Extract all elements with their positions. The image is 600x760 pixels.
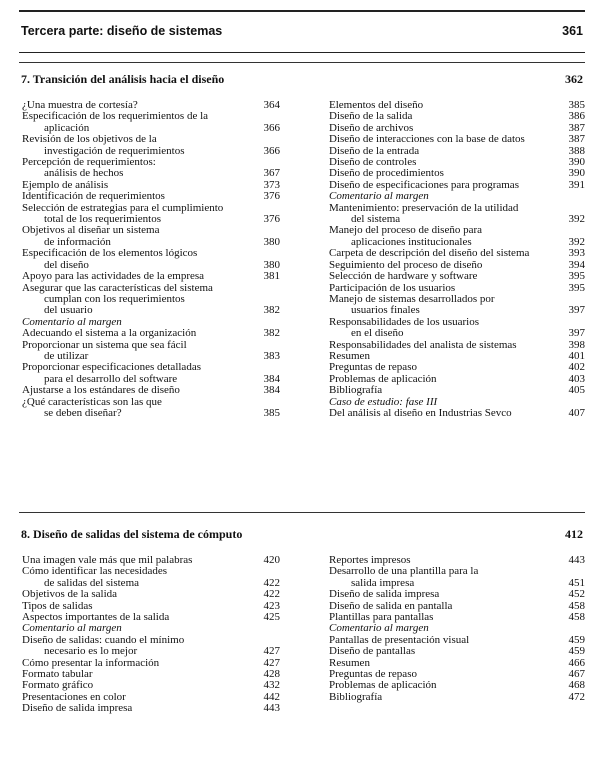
toc-entry-text: del usuario	[44, 304, 93, 317]
toc-entry-text: Comentario al margen	[329, 190, 429, 203]
toc-entry-page: 376	[263, 213, 280, 226]
chapter-7-rule	[19, 62, 585, 63]
toc-entry-text: Tipos de salidas	[22, 599, 93, 612]
toc-entry-page: 451	[568, 576, 585, 589]
toc-entry	[22, 225, 280, 248]
toc-entry	[22, 703, 280, 714]
toc-entry-text: Presentaciones en color	[22, 690, 126, 703]
toc-entry-text: análisis de hechos	[44, 167, 124, 180]
chapter-7-left-column	[22, 100, 280, 419]
toc-entry-page: 367	[263, 167, 280, 180]
toc-entry-page: 395	[568, 270, 585, 283]
toc-entry-text: Resumen	[329, 656, 370, 669]
toc-entry-text: en el diseño	[351, 327, 404, 340]
toc-entry-page: 392	[568, 213, 585, 226]
toc-entry-text: Objetivos al diseñar un sistema	[22, 224, 160, 237]
part-header	[21, 24, 583, 42]
toc-entry-text: se deben diseñar?	[44, 406, 122, 419]
toc-entry-page: 395	[568, 281, 585, 294]
toc-entry-text: Especificación de los requerimientos de la	[22, 110, 209, 123]
toc-entry-text: ¿Una muestra de cortesía?	[22, 99, 138, 111]
toc-entry	[22, 635, 280, 658]
toc-entry-page: 397	[568, 327, 585, 340]
chapter-7-right-column	[329, 100, 585, 419]
toc-entry-page: 458	[568, 599, 585, 612]
chapter-8-left-column	[22, 555, 280, 715]
toc-entry-text: Una imagen vale más que mil palabras	[22, 554, 193, 566]
toc-entry-page: 459	[568, 633, 585, 646]
toc-entry-text: Mantenimiento: preservación de la utilidad	[329, 201, 519, 214]
toc-entry-text: Diseño de la salida	[329, 110, 413, 123]
toc-entry-text: del diseño	[44, 258, 89, 271]
toc-entry-text: ¿Qué características son las que	[22, 395, 162, 408]
toc-entry-page: 380	[263, 258, 280, 271]
toc-entry-text: Problemas de aplicación	[329, 372, 437, 385]
toc-entry-page: 387	[568, 133, 585, 146]
toc-entry-page: 383	[263, 349, 280, 362]
toc-entry-text: Diseño de salida impresa	[329, 588, 440, 601]
toc-entry-page: 390	[568, 167, 585, 180]
toc-entry	[22, 157, 280, 180]
toc-entry-page: 390	[568, 156, 585, 169]
toc-entry	[22, 589, 280, 600]
toc-entry-page: 387	[568, 121, 585, 134]
toc-entry	[329, 225, 585, 248]
toc-entry-page: 420	[263, 554, 280, 566]
toc-entry-text: total de los requerimientos	[44, 213, 161, 226]
toc-entry-text: Ajustarse a los estándares de diseño	[22, 384, 180, 397]
toc-entry-text: Formato gráfico	[22, 679, 94, 692]
toc-entry-page: 422	[263, 576, 280, 589]
toc-entry	[22, 397, 280, 420]
toc-entry-page: 423	[263, 599, 280, 612]
toc-entry-text: Diseño de procedimientos	[329, 167, 444, 180]
toc-entry	[329, 589, 585, 600]
toc-entry-page: 394	[568, 258, 585, 271]
toc-entry-text: de salidas del sistema	[44, 576, 140, 589]
toc-entry-text: aplicaciones institucionales	[351, 235, 472, 248]
toc-entry	[329, 191, 585, 202]
toc-entry-text: Plantillas para pantallas	[329, 611, 434, 624]
toc-entry-text: Revisión de los objetivos de la	[22, 133, 157, 146]
toc-entry-text: Ejemplo de análisis	[22, 178, 109, 191]
toc-entry-text: Formato tabular	[22, 668, 93, 681]
toc-entry-text: Diseño de la entrada	[329, 144, 420, 157]
toc-entry	[22, 271, 280, 282]
toc-entry-page: 427	[263, 645, 280, 658]
toc-entry-page: 398	[568, 338, 585, 351]
chapter-8-page-number: 412	[565, 527, 583, 541]
chapter-7-title: 7. Transición del análisis hacia el diseño	[21, 72, 225, 86]
toc-entry	[329, 566, 585, 589]
toc-entry-text: investigación de requerimientos	[44, 144, 185, 157]
toc-entry-text: Manejo del proceso de diseño para	[329, 224, 483, 237]
toc-entry-text: Diseño de controles	[329, 156, 417, 169]
toc-entry	[22, 248, 280, 271]
toc-entry-text: Carpeta de descripción del diseño del sistema	[329, 247, 530, 260]
toc-entry-text: Problemas de aplicación	[329, 679, 437, 692]
toc-entry-text: Aspectos importantes de la salida	[22, 611, 170, 624]
toc-entry-text: Comentario al margen	[329, 622, 429, 635]
toc-entry-text: Selección de hardware y software	[329, 270, 478, 283]
toc-entry-text: Seguimiento del proceso de diseño	[329, 258, 483, 271]
toc-entry-page: 366	[263, 121, 280, 134]
toc-entry-text: Proporcionar especificaciones detalladas	[22, 361, 201, 374]
toc-entry	[22, 111, 280, 134]
toc-entry-text: Preguntas de repaso	[329, 361, 417, 374]
toc-entry-page: 407	[568, 406, 585, 419]
toc-entry-text: Responsabilidades de los usuarios	[329, 315, 480, 328]
toc-entry-page: 443	[263, 702, 280, 715]
toc-entry-text: Cómo identificar las necesidades	[22, 565, 168, 578]
toc-entry-text: Manejo de sistemas desarrollados por	[329, 292, 495, 305]
chapter-8-right-column	[329, 555, 585, 703]
toc-entry-page: 422	[263, 588, 280, 601]
toc-entry	[22, 385, 280, 396]
toc-entry-text: Comentario al margen	[22, 622, 122, 635]
toc-entry-page: 432	[263, 679, 280, 692]
toc-entry-page: 388	[568, 144, 585, 157]
toc-entry-text: Bibliografía	[329, 384, 383, 397]
toc-entry	[22, 134, 280, 157]
toc-entry-page: 466	[568, 656, 585, 669]
toc-entry-text: Diseño de salida impresa	[22, 702, 133, 715]
toc-entry-page: 385	[263, 406, 280, 419]
toc-entry-page: 380	[263, 235, 280, 248]
toc-entry-page: 397	[568, 304, 585, 317]
toc-entry	[329, 385, 585, 396]
toc-entry-page: 401	[568, 349, 585, 362]
toc-entry-text: Bibliografía	[329, 690, 383, 703]
toc-entry	[329, 646, 585, 657]
toc-entry	[329, 317, 585, 340]
chapter-8-rule	[19, 512, 585, 513]
toc-entry	[329, 134, 585, 145]
toc-entry-page: 452	[568, 588, 585, 601]
toc-entry-page: 366	[263, 144, 280, 157]
toc-entry-page: 402	[568, 361, 585, 374]
toc-entry	[22, 362, 280, 385]
toc-entry-page: 425	[263, 611, 280, 624]
toc-entry-page: 381	[263, 270, 280, 283]
toc-entry-page: 428	[263, 668, 280, 681]
toc-entry-text: Selección de estrategias para el cumplimiento	[22, 201, 224, 214]
toc-entry-page: 458	[568, 611, 585, 624]
toc-entry-text: Comentario al margen	[22, 315, 122, 328]
toc-entry	[329, 203, 585, 226]
toc-entry-text: de utilizar	[44, 349, 89, 362]
toc-entry-text: Asegurar que las características del sistema	[22, 281, 213, 294]
toc-entry-page: 443	[568, 554, 585, 566]
toc-entry	[329, 294, 585, 317]
chapter-8-header	[21, 527, 583, 543]
toc-entry-text: salida impresa	[351, 576, 415, 589]
toc-entry-page: 468	[568, 679, 585, 692]
toc-entry-text: Diseño de pantallas	[329, 645, 416, 658]
part-page-number: 361	[562, 24, 583, 38]
chapter-7-page-number: 362	[565, 72, 583, 86]
toc-entry-text: Objetivos de la salida	[22, 588, 118, 601]
toc-entry-page: 385	[568, 99, 585, 111]
toc-entry-text: cumplan con los requerimientos	[44, 292, 185, 305]
toc-entry-text: Reportes impresos	[329, 554, 411, 566]
toc-entry-text: Adecuando el sistema a la organización	[22, 327, 197, 340]
toc-entry-page: 391	[568, 178, 585, 191]
toc-entry-text: Resumen	[329, 349, 370, 362]
toc-entry-text: Cómo presentar la información	[22, 656, 160, 669]
toc-entry-text: Participación de los usuarios	[329, 281, 456, 294]
toc-entry-text: de información	[44, 235, 111, 248]
toc-entry-text: Desarrollo de una plantilla para la	[329, 565, 479, 578]
toc-entry-text: necesario es lo mejor	[44, 645, 138, 658]
toc-entry	[22, 191, 280, 202]
chapter-7-header	[21, 72, 583, 88]
toc-entry	[22, 283, 280, 317]
toc-entry-text: del sistema	[351, 213, 401, 226]
toc-entry-page: 467	[568, 668, 585, 681]
toc-entry	[22, 566, 280, 589]
toc-entry-page: 386	[568, 110, 585, 123]
toc-entry	[22, 328, 280, 339]
toc-entry-text: Diseño de salidas: cuando el mínimo	[22, 633, 185, 646]
toc-entry-text: usuarios finales	[351, 304, 420, 317]
toc-entry-text: Pantallas de presentación visual	[329, 633, 470, 646]
toc-entry-page: 405	[568, 384, 585, 397]
toc-entry-text: Preguntas de repaso	[329, 668, 417, 681]
part-title: Tercera parte: diseño de sistemas	[21, 24, 223, 38]
toc-entry-page: 364	[263, 99, 280, 111]
toc-entry-text: aplicación	[44, 121, 90, 134]
toc-entry-page: 382	[263, 327, 280, 340]
toc-entry-text: Elementos del diseño	[329, 99, 424, 111]
toc-entry-text: Diseño de interacciones con la base de datos	[329, 133, 525, 146]
toc-entry-text: Apoyo para las actividades de la empresa	[22, 270, 205, 283]
toc-entry-text: Especificación de los elementos lógicos	[22, 247, 198, 260]
toc-entry	[329, 408, 585, 419]
chapter-8-title: 8. Diseño de salidas del sistema de cómputo	[21, 527, 243, 541]
toc-entry-text: para el desarrollo del software	[44, 372, 178, 385]
toc-entry	[329, 271, 585, 282]
toc-entry-page: 393	[568, 247, 585, 260]
toc-entry-page: 427	[263, 656, 280, 669]
toc-entry-page: 392	[568, 235, 585, 248]
toc-entry	[329, 248, 585, 259]
toc-entry-page: 384	[263, 384, 280, 397]
toc-entry-text: Diseño de especificaciones para programas	[329, 178, 519, 191]
toc-entry-text: Responsabilidades del analista de sistemas	[329, 338, 517, 351]
toc-entry-page: 403	[568, 372, 585, 385]
toc-entry-text: Diseño de salida en pantalla	[329, 599, 453, 612]
toc-entry-text: Identificación de requerimientos	[22, 190, 165, 203]
toc-entry-page: 442	[263, 690, 280, 703]
toc-entry	[22, 203, 280, 226]
toc-entry-text: Percepción de requerimientos:	[22, 156, 156, 169]
toc-entry-page: 472	[568, 690, 585, 703]
toc-entry-page: 382	[263, 304, 280, 317]
toc-entry	[22, 340, 280, 363]
toc-entry-text: Caso de estudio: fase III	[329, 395, 438, 408]
toc-entry-text: Proporcionar un sistema que sea fácil	[22, 338, 187, 351]
part-bottom-rule	[19, 52, 585, 53]
toc-entry-text: Del análisis al diseño en Industrias Sevco	[329, 406, 512, 419]
toc-entry-page: 373	[263, 178, 280, 191]
toc-entry-page: 459	[568, 645, 585, 658]
toc-entry-page: 376	[263, 190, 280, 203]
toc-entry-text: Diseño de archivos	[329, 121, 414, 134]
toc-entry	[329, 692, 585, 703]
part-top-rule	[19, 10, 585, 12]
toc-entry-page: 384	[263, 372, 280, 385]
